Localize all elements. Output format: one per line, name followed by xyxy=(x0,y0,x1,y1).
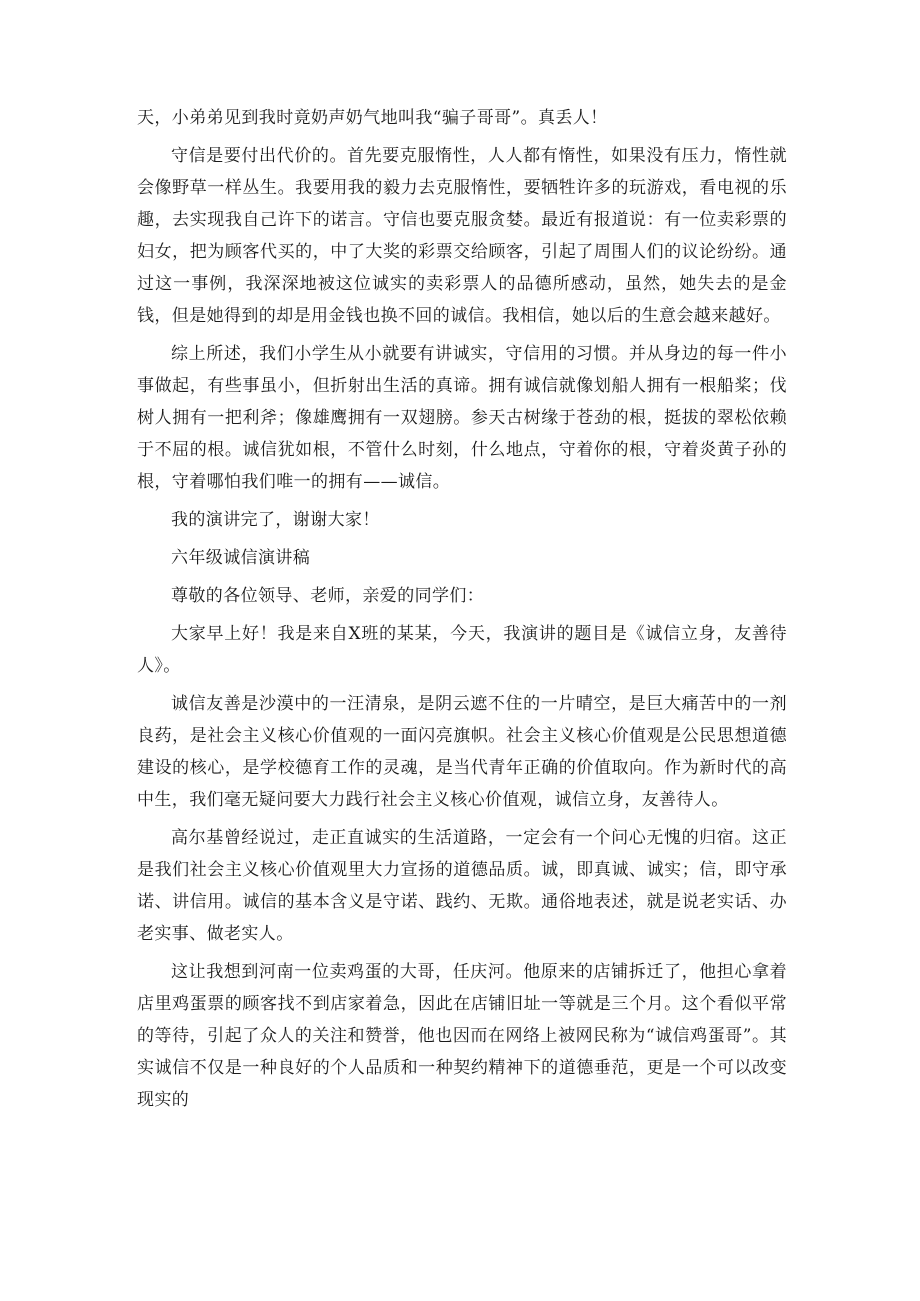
section-title: 六年级诚信演讲稿 xyxy=(171,548,311,568)
document-body xyxy=(137,102,787,1122)
paragraph-keeping-promises-cost: 守信是要付出代价的。首先要克服惰性，人人都有惰性，如果没有压力，惰性就会像野草一样丛生。我要用我的毅力去克服惰性，要牺牲许多的玩游戏，看电视的乐趣，去实现我自己许下的诺言。守信也要克服贪婪。最近有报道说：有一位卖彩票的妇女，把为顾客代买的，中了大奖的彩票交给顾客，引起了周围人们的议论纷纷。通过这一事例，我深深地被这位诚实的卖彩票人的品德所感动，虽然，她失去的是金钱，但是她得到的却是用金钱也换不回的诚信。我相信，她以后的生意会越来越好。 xyxy=(137,146,787,326)
paragraph-gorky-quote: 高尔基曾经说过，走正直诚实的生活道路，一定会有一个问心无愧的归宿。这正是我们社会主义核心价值观里大力宣扬的道德品质。诚，即真诚、诚实；信，即守承诺、讲信用。诚信的基本含义是守诺、践约、无欺。通俗地表述，就是说老实话、办老实事、做老实人。 xyxy=(137,828,787,944)
paragraph-greeting-topic: 大家早上好！我是来自X班的某某，今天，我演讲的题目是《诚信立身，友善待人》。 xyxy=(137,624,787,676)
salutation: 尊敬的各位领导、老师，亲爱的同学们： xyxy=(171,586,485,606)
paragraph-egg-seller-story: 这让我想到河南一位卖鸡蛋的大哥，任庆河。他原来的店铺拆迁了，他担心拿着店里鸡蛋票的顾客找不到店家着急，因此在店铺旧址一等就是三个月。这个看似平常的等待，引起了众人的关注和赞誉，他也因而在网络上被网民称为“诚信鸡蛋哥”。其实诚信不仅是一种良好的个人品质和一种契约精神下的道德垂范，更是一个可以改变现实的 xyxy=(137,962,787,1110)
paragraph-closing-thanks: 我的演讲完了，谢谢大家！ xyxy=(171,510,380,530)
paragraph-continuation: 天，小弟弟见到我时竟奶声奶气地叫我“骗子哥哥”。真丢人！ xyxy=(137,108,608,128)
paragraph-conclusion: 综上所述，我们小学生从小就要有讲诚实，守信用的习惯。并从身边的每一件小事做起，有些事虽小，但折射出生活的真谛。拥有诚信就像划船人拥有一根船桨；伐树人拥有一把利斧；像雄鹰拥有一双翅膀。参天古树缘于苍劲的根，挺拔的翠松依赖于不屈的根。诚信犹如根，不管什么时刻，什么地点，守着你的根，守着炎黄子孙的根，守着哪怕我们唯一的拥有——诚信。 xyxy=(137,344,787,492)
paragraph-integrity-metaphor: 诚信友善是沙漠中的一汪清泉，是阴云遮不住的一片晴空，是巨大痛苦中的一剂良药，是社会主义核心价值观的一面闪亮旗帜。社会主义核心价值观是公民思想道德建设的核心，是学校德育工作的灵魂，是当代青年正确的价值取向。作为新时代的高中生，我们毫无疑问要大力践行社会主义核心价值观，诚信立身，友善待人。 xyxy=(137,694,787,810)
